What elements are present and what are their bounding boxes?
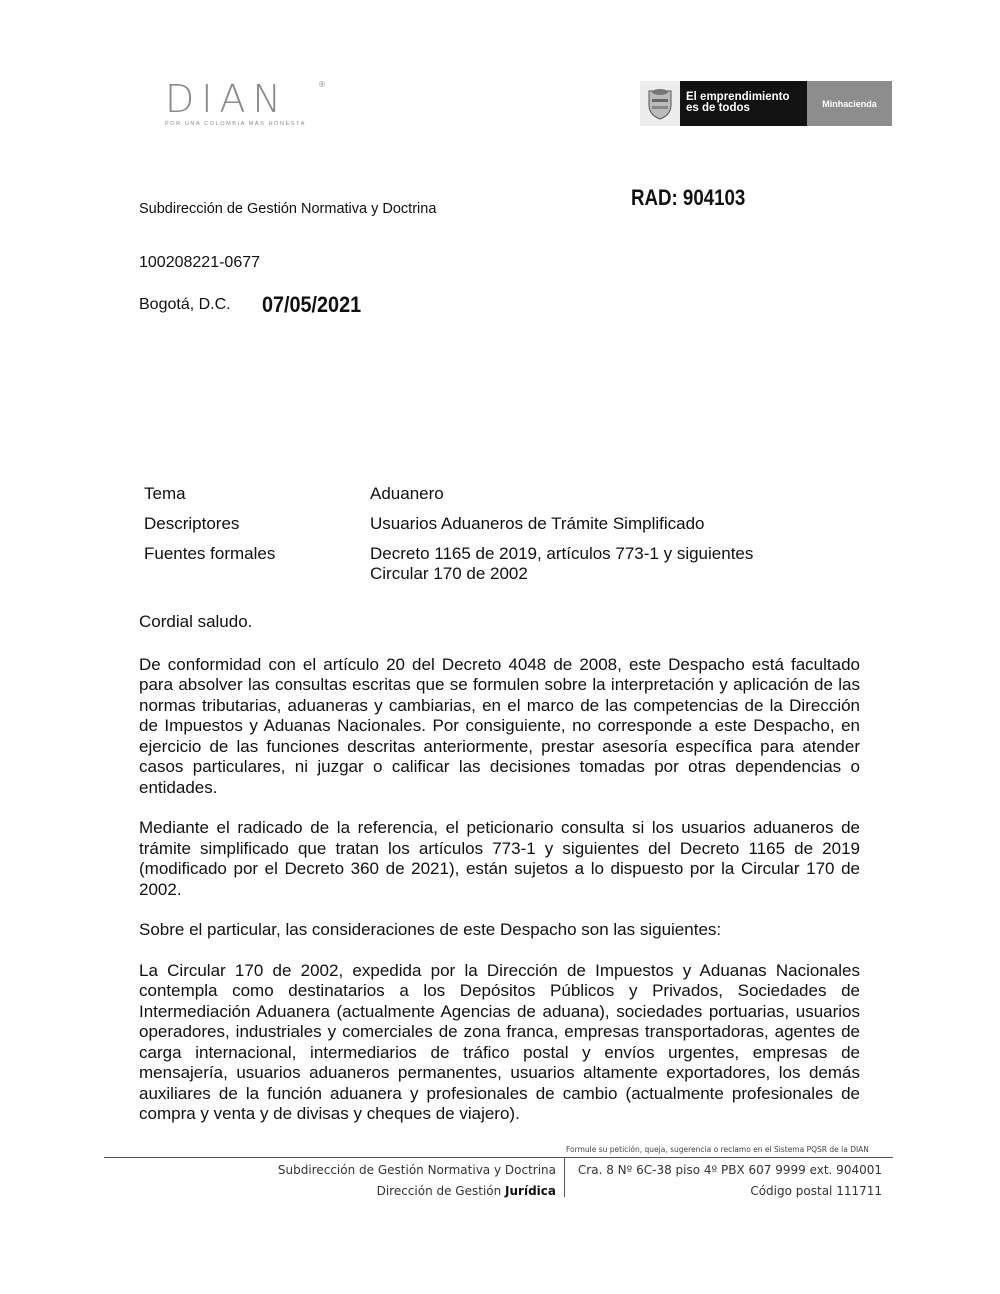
meta-value-line: Decreto 1165 de 2019, artículos 773-1 y siguientes	[370, 544, 754, 563]
meta-value-line: Circular 170 de 2002	[370, 564, 528, 583]
footer-address-line1: Cra. 8 Nº 6C-38 piso 4º PBX 607 9999 ext. 904001	[577, 1163, 882, 1177]
dian-logo-text: DIAN	[165, 77, 288, 121]
footer-office-line1: Subdirección de Gestión Normativa y Doctrina	[277, 1163, 556, 1177]
letter-body	[139, 612, 860, 1145]
meta-value-line: Usuarios Aduaneros de Trámite Simplificado	[370, 514, 705, 533]
footer-postal-code: Código postal 111711	[750, 1184, 882, 1198]
registered-mark-icon: ®	[319, 80, 325, 89]
pqsr-note: Formule su petición, queja, sugerencia o reclamo en el Sistema PQSR de la DIAN	[566, 1145, 869, 1154]
paragraph: De conformidad con el artículo 20 del Decreto 4048 de 2008, este Despacho está facultado para absolver las consultas escritas que se formulen sobre la interpretación y aplicación de las normas tributarias, aduaneras y cambiarias, en el marco de las competencias de la Dirección de Impuestos y Aduanas Nacionales. Por consiguiente, no corresponde a este Despacho, en ejercicio de las funciones descritas anteriormente, prestar asesoría específica para atender casos particulares, ni juzgar o calificar las decisiones tomadas por otras dependencias o entidades.	[139, 654, 860, 797]
paragraph: Sobre el particular, las consideraciones de este Despacho son las siguientes:	[139, 920, 722, 939]
footer-office	[104, 1160, 556, 1202]
footer-divider	[104, 1157, 893, 1158]
greeting: Cordial saludo.	[139, 612, 253, 631]
sender-office: Subdirección de Gestión Normativa y Doctrina	[139, 201, 437, 217]
government-logo	[640, 81, 892, 126]
meta-value-line: Aduanero	[370, 484, 444, 503]
city: Bogotá, D.C.	[139, 296, 231, 313]
gov-slogan-line2: es de todos	[686, 102, 750, 114]
paragraph: Mediante el radicado de la referencia, el peticionario consulta si los usuarios aduaneros de trámite simplificado que tratan los artículos 773-1 y siguientes del Decreto 1165 de 2019 (modificado por el Decreto 360 de 2021), están sujetos a lo dispuesto por la Circular 170 de 2002.	[139, 818, 860, 899]
meta-row-descriptores	[144, 514, 850, 534]
meta-value	[370, 514, 850, 534]
footer-office-line2	[104, 1181, 556, 1202]
meta-value	[370, 484, 850, 504]
meta-label: Descriptores	[144, 514, 240, 533]
reference-number: 100208221-0677	[139, 254, 261, 271]
meta-label: Fuentes formales	[144, 544, 276, 563]
meta-row-tema	[144, 484, 850, 504]
gov-slogan	[680, 81, 807, 126]
metadata-table	[144, 484, 850, 594]
meta-label: Tema	[144, 484, 186, 503]
coat-of-arms-icon	[640, 81, 680, 126]
meta-value	[370, 544, 850, 584]
dian-logo	[165, 77, 325, 130]
footer-address	[564, 1160, 882, 1202]
footer-office-prefix: Dirección de Gestión	[376, 1184, 506, 1198]
meta-row-fuentes	[144, 544, 850, 584]
dian-tagline: POR UNA COLOMBIA MÁS HONESTA	[165, 121, 306, 127]
footer-office-bold: Jurídica	[505, 1184, 556, 1198]
rad-number: RAD: 904103	[631, 185, 746, 210]
gov-slogan-line1: El emprendimiento	[686, 91, 790, 103]
letter-date: 07/05/2021	[262, 292, 362, 317]
ministry-label: Minhacienda	[807, 81, 892, 126]
paragraph: La Circular 170 de 2002, expedida por la Dirección de Impuestos y Aduanas Nacionales contempla como destinatarios a los Depósitos Públicos y Privados, Sociedades de Intermediación Aduanera (actualmente Agencias de aduana), sociedades portuarias, usuarios operadores, industriales y comerciales de zona franca, empresas transportadoras, agentes de carga internacional, intermediarios de tráfico postal y envíos urgentes, empresas de mensajería, usuarios aduaneros permanentes, usuarios altamente exportadores, los demás auxiliares de la función aduanera y profesionales de cambio (actualmente profesionales de compra y venta y de divisas y cheques de viajero).	[139, 960, 860, 1123]
